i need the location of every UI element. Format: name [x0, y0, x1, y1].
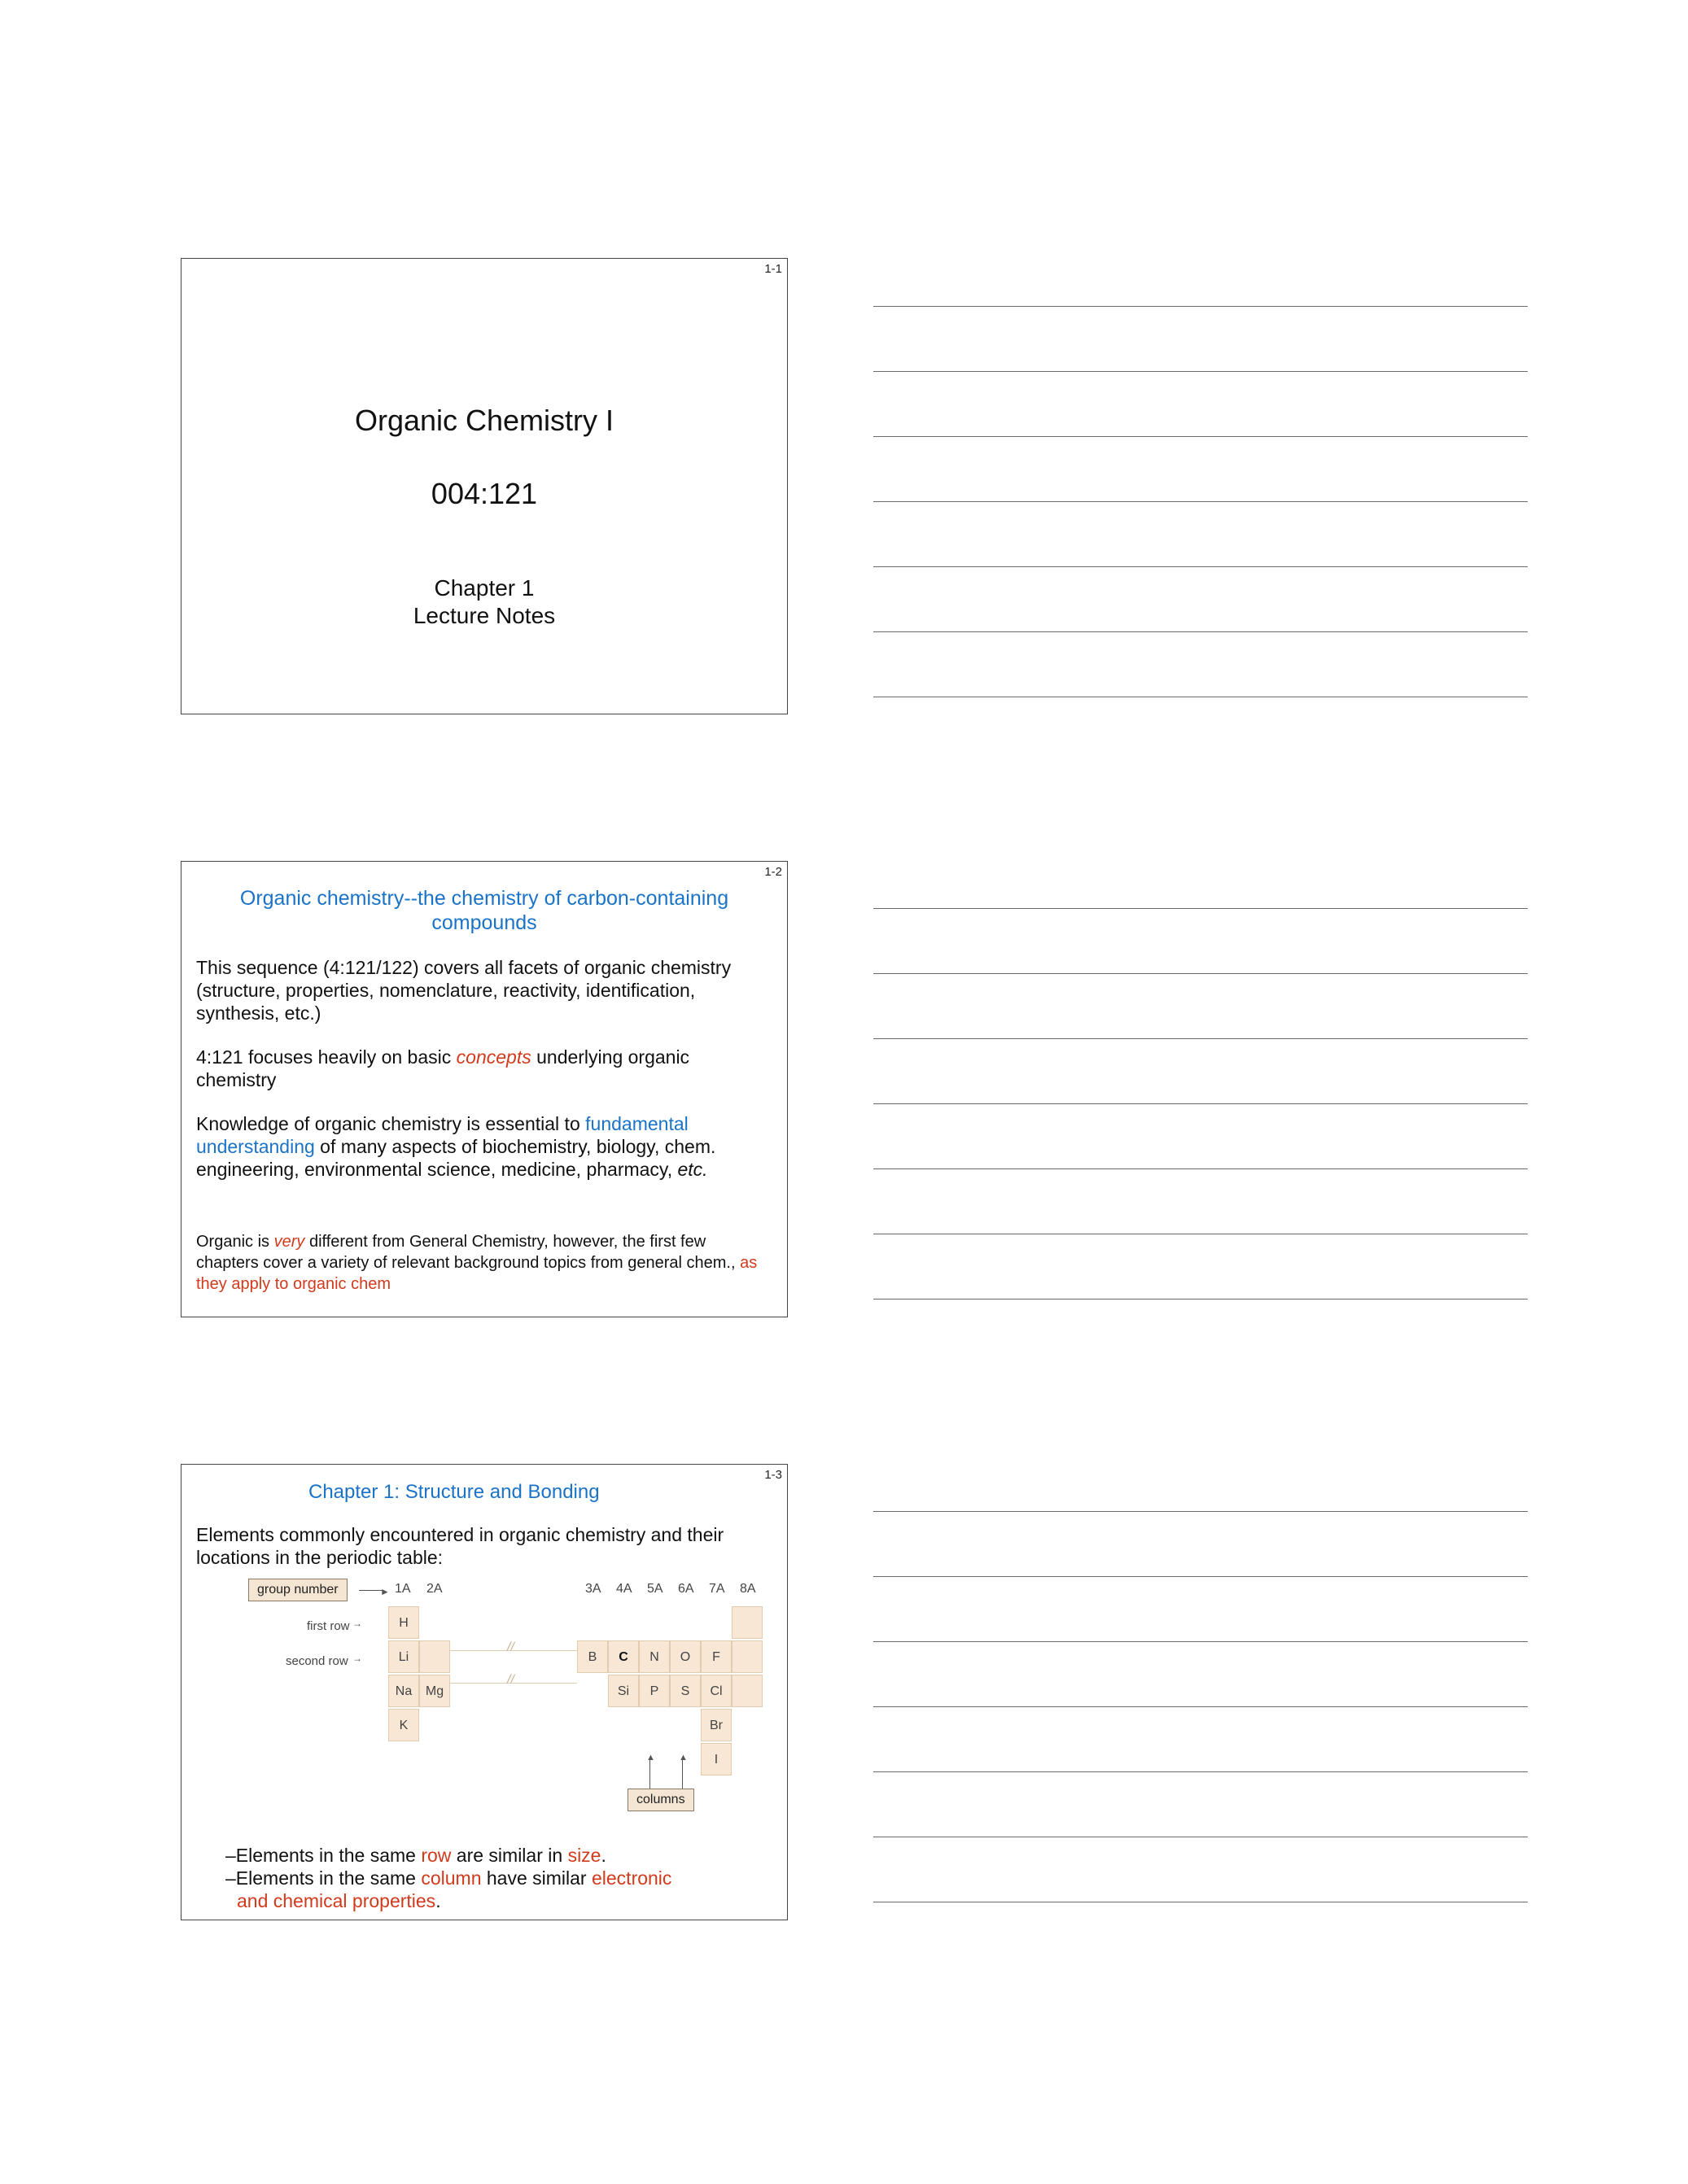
- text-span: –Elements in the same: [225, 1867, 422, 1889]
- element-B: B: [577, 1640, 608, 1673]
- text-span: .: [601, 1845, 606, 1866]
- text-span: 4:121 focuses heavily on basic: [196, 1046, 457, 1068]
- course-code: 004:121: [431, 477, 538, 510]
- note-line: [873, 908, 1528, 909]
- text-span: underlying organic chemistry: [196, 1046, 690, 1090]
- columns-label: columns: [628, 1789, 694, 1811]
- slide-number: 1-2: [764, 865, 782, 879]
- note-line: [873, 1168, 1528, 1169]
- emphasis-row: row: [421, 1845, 452, 1866]
- note-line: [873, 1511, 1528, 1512]
- element-Na: Na: [388, 1675, 419, 1707]
- slide-1: [181, 258, 788, 714]
- second-row-label: second row: [286, 1654, 348, 1668]
- note-line: [873, 1771, 1528, 1772]
- text-span: are similar in: [451, 1845, 568, 1866]
- paragraph-concepts: [196, 1046, 772, 1091]
- arrow-head-icon: ►: [380, 1586, 390, 1597]
- bullet-column: [225, 1867, 671, 1889]
- note-line: [873, 1576, 1528, 1577]
- note-line: [873, 973, 1528, 974]
- chapter-heading: [181, 574, 787, 630]
- element-Li: Li: [388, 1640, 419, 1673]
- slide-2: [181, 861, 788, 1317]
- slide-number: 1-1: [764, 262, 782, 276]
- text-span: –Elements in the same: [225, 1845, 422, 1866]
- bullet-list: [225, 1844, 671, 1912]
- element-C: C: [608, 1640, 639, 1673]
- slide-title: Organic chemistry--the chemistry of carbon-containing compounds: [239, 887, 729, 934]
- group-number-label: group number: [248, 1579, 348, 1601]
- chapter-label: Chapter 1: [434, 575, 535, 601]
- text-span: Knowledge of organic chemistry is essential to: [196, 1113, 586, 1134]
- emphasis-chemical-properties: and chemical properties: [237, 1890, 436, 1911]
- arrow-up-icon: ▲: [679, 1753, 688, 1762]
- note-line: [873, 1103, 1528, 1104]
- slide-3: [181, 1464, 788, 1920]
- note-line: [873, 436, 1528, 437]
- break-mark-icon: //: [507, 1673, 514, 1687]
- text-span: Organic is: [196, 1233, 274, 1251]
- note-line: [873, 631, 1528, 632]
- element-F: F: [701, 1640, 732, 1673]
- emphasis-very: very: [273, 1233, 305, 1251]
- group-label-6A: 6A: [678, 1582, 694, 1596]
- arrow-head-icon: →: [352, 1653, 362, 1664]
- element-blank: [732, 1640, 763, 1673]
- note-line: [873, 371, 1528, 372]
- element-blank: [732, 1606, 763, 1639]
- element-H: H: [388, 1606, 419, 1639]
- arrow-line: [649, 1759, 650, 1789]
- element-P: P: [639, 1675, 670, 1707]
- element-I: I: [701, 1743, 732, 1776]
- group-label-3A: 3A: [585, 1582, 601, 1596]
- periodic-table-figure: [181, 1579, 789, 1839]
- group-label-1A: 1A: [395, 1582, 411, 1596]
- slide-title: Chapter 1: Structure and Bonding: [308, 1481, 600, 1503]
- text-span: of many aspects of biochemistry, biology, chem. engineering, environmental science, medicine, pharmacy,: [196, 1136, 716, 1180]
- emphasis-fundamental: fundamental understanding: [196, 1113, 689, 1157]
- group-label-2A: 2A: [426, 1582, 443, 1596]
- text-etc: etc.: [677, 1159, 708, 1180]
- emphasis-column: column: [421, 1867, 482, 1889]
- element-N: N: [639, 1640, 670, 1673]
- break-mark-icon: //: [507, 1640, 514, 1654]
- note-line: [873, 566, 1528, 567]
- text-span: .: [435, 1890, 441, 1911]
- arrow-head-icon: →: [352, 1618, 362, 1629]
- course-title: Organic Chemistry I: [354, 404, 614, 437]
- group-label-7A: 7A: [709, 1582, 725, 1596]
- paragraph-knowledge: [196, 1112, 772, 1181]
- emphasis-electronic: electronic: [591, 1867, 672, 1889]
- element-blank: [419, 1640, 450, 1673]
- note-line: [873, 1706, 1528, 1707]
- element-blank: [732, 1675, 763, 1707]
- bullet-row: [225, 1844, 671, 1867]
- element-K: K: [388, 1709, 419, 1741]
- note-line: [873, 501, 1528, 502]
- first-row-label: first row: [307, 1619, 350, 1633]
- paragraph-general-chem: [196, 1231, 772, 1295]
- arrow-up-icon: ▲: [646, 1753, 655, 1762]
- element-Si: Si: [608, 1675, 639, 1707]
- intro-text: Elements commonly encountered in organic chemistry and their locations in the periodic table:: [196, 1524, 724, 1568]
- emphasis-concepts: concepts: [456, 1046, 531, 1068]
- element-S: S: [670, 1675, 701, 1707]
- group-label-4A: 4A: [616, 1582, 632, 1596]
- lecture-notes-label: Lecture Notes: [413, 603, 556, 628]
- bullet-column-continued: [225, 1889, 671, 1912]
- element-Mg: Mg: [419, 1675, 450, 1707]
- element-O: O: [670, 1640, 701, 1673]
- element-Cl: Cl: [701, 1675, 732, 1707]
- note-line: [873, 1641, 1528, 1642]
- group-label-5A: 5A: [647, 1582, 663, 1596]
- emphasis-organic-chem: as they apply to organic chem: [196, 1254, 758, 1293]
- note-line: [873, 306, 1528, 307]
- element-Br: Br: [701, 1709, 732, 1741]
- group-label-8A: 8A: [740, 1582, 756, 1596]
- slide-number: 1-3: [764, 1468, 782, 1482]
- emphasis-size: size: [567, 1845, 601, 1866]
- paragraph-sequence: This sequence (4:121/122) covers all facets of organic chemistry (structure, properties, nomenclature, reactivity, identification, synthesis, etc.): [196, 957, 732, 1024]
- arrow-line: [682, 1759, 683, 1789]
- note-line: [873, 1038, 1528, 1039]
- text-span: different from General Chemistry, however, the first few chapters cover a variety of relevant background topics from general chem.,: [196, 1233, 741, 1272]
- text-span: have similar: [481, 1867, 592, 1889]
